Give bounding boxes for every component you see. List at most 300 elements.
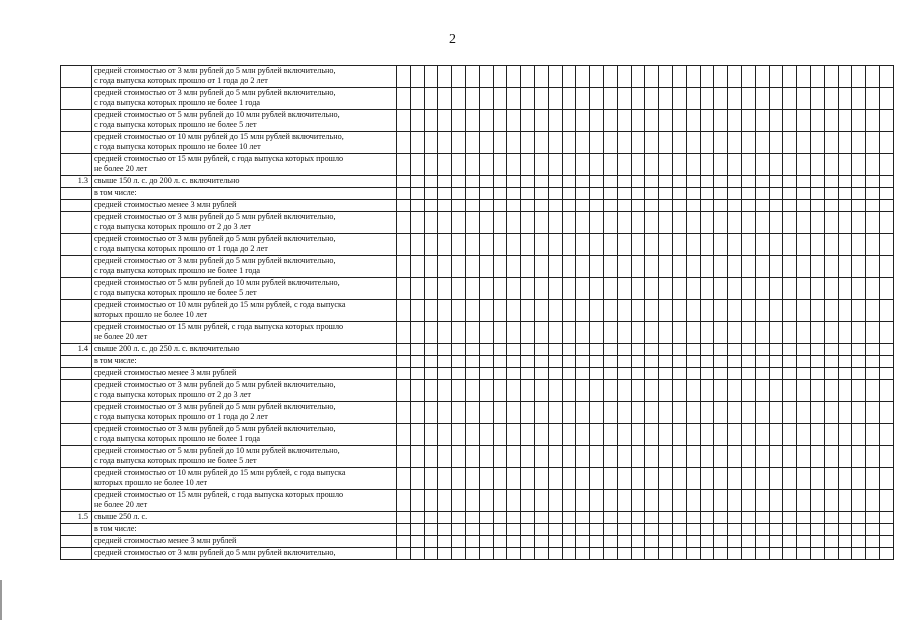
table-row <box>61 490 894 512</box>
empty-value-cell <box>493 512 507 524</box>
empty-value-cell <box>465 424 479 446</box>
empty-value-cell <box>410 468 424 490</box>
empty-value-cell <box>576 154 590 176</box>
empty-value-cell <box>590 536 604 548</box>
empty-value-cell <box>493 188 507 200</box>
empty-value-cell <box>438 380 452 402</box>
empty-value-cell <box>645 402 659 424</box>
empty-value-cell <box>424 536 438 548</box>
empty-value-cell <box>397 278 411 300</box>
empty-value-cell <box>479 234 493 256</box>
description-line: средней стоимостью от 3 млн рублей до 5 млн рублей включительно, <box>94 212 336 221</box>
empty-value-cell <box>507 424 521 446</box>
empty-value-cell <box>645 188 659 200</box>
empty-value-cell <box>852 356 866 368</box>
empty-value-cell <box>631 88 645 110</box>
empty-value-cell <box>672 154 686 176</box>
empty-value-cell <box>410 188 424 200</box>
empty-value-cell <box>824 200 838 212</box>
empty-value-cell <box>783 154 797 176</box>
empty-value-cell <box>534 110 548 132</box>
empty-value-cell <box>824 344 838 356</box>
empty-value-cell <box>397 154 411 176</box>
empty-value-cell <box>879 368 893 380</box>
empty-value-cell <box>714 402 728 424</box>
empty-value-cell <box>728 402 742 424</box>
empty-value-cell <box>797 356 811 368</box>
empty-value-cell <box>755 344 769 356</box>
empty-value-cell <box>700 300 714 322</box>
empty-value-cell <box>714 380 728 402</box>
empty-value-cell <box>769 380 783 402</box>
empty-value-cell <box>755 402 769 424</box>
empty-value-cell <box>824 368 838 380</box>
empty-value-cell <box>783 234 797 256</box>
empty-value-cell <box>659 468 673 490</box>
empty-value-cell <box>755 154 769 176</box>
empty-value-cell <box>590 548 604 560</box>
empty-value-cell <box>755 256 769 278</box>
empty-value-cell <box>521 278 535 300</box>
empty-value-cell <box>631 66 645 88</box>
empty-value-cell <box>410 132 424 154</box>
empty-value-cell <box>548 368 562 380</box>
table-row <box>61 344 894 356</box>
empty-value-cell <box>852 212 866 234</box>
empty-value-cell <box>686 132 700 154</box>
empty-value-cell <box>741 402 755 424</box>
description-line: средней стоимостью менее 3 млн рублей <box>94 368 237 377</box>
empty-value-cell <box>548 234 562 256</box>
empty-value-cell <box>866 176 880 188</box>
empty-value-cell <box>479 402 493 424</box>
empty-value-cell <box>852 548 866 560</box>
empty-value-cell <box>824 536 838 548</box>
empty-value-cell <box>562 110 576 132</box>
empty-value-cell <box>769 524 783 536</box>
empty-value-cell <box>438 368 452 380</box>
empty-value-cell <box>590 66 604 88</box>
empty-value-cell <box>714 344 728 356</box>
empty-value-cell <box>438 424 452 446</box>
description-line: средней стоимостью от 10 млн рублей до 15 млн рублей, с года выпуска <box>94 468 346 477</box>
empty-value-cell <box>507 256 521 278</box>
empty-value-cell <box>645 110 659 132</box>
empty-value-cell <box>465 446 479 468</box>
empty-value-cell <box>521 322 535 344</box>
empty-value-cell <box>700 402 714 424</box>
row-number-cell <box>61 234 92 256</box>
empty-value-cell <box>562 278 576 300</box>
empty-value-cell <box>397 490 411 512</box>
empty-value-cell <box>741 176 755 188</box>
table-row <box>61 176 894 188</box>
empty-value-cell <box>783 402 797 424</box>
empty-value-cell <box>507 88 521 110</box>
empty-value-cell <box>645 132 659 154</box>
empty-value-cell <box>838 344 852 356</box>
empty-value-cell <box>741 188 755 200</box>
description-line: средней стоимостью от 3 млн рублей до 5 млн рублей включительно, <box>94 234 336 243</box>
table-row <box>61 446 894 468</box>
empty-value-cell <box>562 402 576 424</box>
empty-value-cell <box>686 380 700 402</box>
empty-value-cell <box>810 424 824 446</box>
empty-value-cell <box>686 154 700 176</box>
empty-value-cell <box>672 200 686 212</box>
empty-value-cell <box>424 344 438 356</box>
description-line: не более 20 лет <box>94 331 148 341</box>
empty-value-cell <box>452 322 466 344</box>
empty-value-cell <box>686 548 700 560</box>
empty-value-cell <box>741 132 755 154</box>
empty-value-cell <box>493 446 507 468</box>
empty-value-cell <box>507 512 521 524</box>
empty-value-cell <box>424 300 438 322</box>
empty-value-cell <box>769 402 783 424</box>
empty-value-cell <box>783 468 797 490</box>
empty-value-cell <box>479 512 493 524</box>
empty-value-cell <box>769 132 783 154</box>
empty-value-cell <box>797 256 811 278</box>
empty-value-cell <box>576 536 590 548</box>
empty-value-cell <box>879 188 893 200</box>
empty-value-cell <box>686 278 700 300</box>
empty-value-cell <box>631 380 645 402</box>
empty-value-cell <box>576 132 590 154</box>
empty-value-cell <box>810 110 824 132</box>
empty-value-cell <box>521 524 535 536</box>
empty-value-cell <box>493 278 507 300</box>
row-number-cell <box>61 424 92 446</box>
empty-value-cell <box>741 200 755 212</box>
empty-value-cell <box>603 424 617 446</box>
row-number-cell <box>61 380 92 402</box>
empty-value-cell <box>659 200 673 212</box>
empty-value-cell <box>397 256 411 278</box>
row-number-cell <box>61 88 92 110</box>
empty-value-cell <box>852 88 866 110</box>
empty-value-cell <box>728 512 742 524</box>
empty-value-cell <box>631 212 645 234</box>
empty-value-cell <box>507 468 521 490</box>
empty-value-cell <box>438 256 452 278</box>
empty-value-cell <box>659 110 673 132</box>
empty-value-cell <box>576 176 590 188</box>
empty-value-cell <box>672 368 686 380</box>
empty-value-cell <box>424 176 438 188</box>
empty-value-cell <box>548 110 562 132</box>
empty-value-cell <box>686 368 700 380</box>
empty-value-cell <box>755 490 769 512</box>
empty-value-cell <box>479 132 493 154</box>
empty-value-cell <box>631 132 645 154</box>
empty-value-cell <box>465 368 479 380</box>
empty-value-cell <box>534 548 548 560</box>
empty-value-cell <box>728 368 742 380</box>
description-line: средней стоимостью от 3 млн рублей до 5 млн рублей включительно, <box>94 66 336 75</box>
empty-value-cell <box>741 446 755 468</box>
empty-value-cell <box>534 468 548 490</box>
empty-value-cell <box>548 424 562 446</box>
empty-value-cell <box>507 344 521 356</box>
empty-value-cell <box>686 536 700 548</box>
empty-value-cell <box>797 176 811 188</box>
empty-value-cell <box>617 322 631 344</box>
empty-value-cell <box>521 356 535 368</box>
empty-value-cell <box>797 200 811 212</box>
empty-value-cell <box>576 344 590 356</box>
empty-value-cell <box>590 322 604 344</box>
empty-value-cell <box>465 88 479 110</box>
row-number-cell <box>61 368 92 380</box>
empty-value-cell <box>700 446 714 468</box>
description-line: средней стоимостью от 3 млн рублей до 5 млн рублей включительно, <box>94 256 336 265</box>
empty-value-cell <box>741 154 755 176</box>
table-row <box>61 380 894 402</box>
empty-value-cell <box>521 234 535 256</box>
empty-value-cell <box>714 356 728 368</box>
tax-rate-table <box>60 65 894 560</box>
empty-value-cell <box>410 402 424 424</box>
empty-value-cell <box>576 368 590 380</box>
empty-value-cell <box>810 300 824 322</box>
empty-value-cell <box>410 446 424 468</box>
empty-value-cell <box>521 154 535 176</box>
empty-value-cell <box>576 256 590 278</box>
empty-value-cell <box>397 200 411 212</box>
empty-value-cell <box>479 212 493 234</box>
empty-value-cell <box>410 256 424 278</box>
empty-value-cell <box>576 524 590 536</box>
empty-value-cell <box>672 176 686 188</box>
empty-value-cell <box>714 424 728 446</box>
empty-value-cell <box>700 524 714 536</box>
empty-value-cell <box>755 468 769 490</box>
empty-value-cell <box>397 176 411 188</box>
empty-value-cell <box>562 424 576 446</box>
empty-value-cell <box>438 176 452 188</box>
description-line: средней стоимостью от 5 млн рублей до 10 млн рублей включительно, <box>94 110 340 119</box>
empty-value-cell <box>728 356 742 368</box>
empty-value-cell <box>824 446 838 468</box>
empty-value-cell <box>452 512 466 524</box>
empty-value-cell <box>824 424 838 446</box>
empty-value-cell <box>548 200 562 212</box>
row-number-cell <box>61 356 92 368</box>
empty-value-cell <box>728 524 742 536</box>
empty-value-cell <box>424 424 438 446</box>
empty-value-cell <box>797 322 811 344</box>
empty-value-cell <box>866 200 880 212</box>
empty-value-cell <box>452 380 466 402</box>
empty-value-cell <box>479 524 493 536</box>
empty-value-cell <box>659 524 673 536</box>
empty-value-cell <box>631 524 645 536</box>
empty-value-cell <box>686 512 700 524</box>
empty-value-cell <box>397 88 411 110</box>
empty-value-cell <box>562 512 576 524</box>
empty-value-cell <box>493 110 507 132</box>
empty-value-cell <box>728 278 742 300</box>
empty-value-cell <box>521 380 535 402</box>
table-row <box>61 110 894 132</box>
empty-value-cell <box>548 278 562 300</box>
empty-value-cell <box>810 256 824 278</box>
empty-value-cell <box>672 110 686 132</box>
empty-value-cell <box>824 380 838 402</box>
empty-value-cell <box>465 548 479 560</box>
empty-value-cell <box>410 176 424 188</box>
empty-value-cell <box>700 132 714 154</box>
empty-value-cell <box>741 322 755 344</box>
empty-value-cell <box>479 468 493 490</box>
empty-value-cell <box>576 110 590 132</box>
empty-value-cell <box>631 356 645 368</box>
empty-value-cell <box>879 154 893 176</box>
empty-value-cell <box>728 490 742 512</box>
empty-value-cell <box>686 188 700 200</box>
empty-value-cell <box>479 176 493 188</box>
empty-value-cell <box>603 88 617 110</box>
empty-value-cell <box>590 132 604 154</box>
empty-value-cell <box>534 88 548 110</box>
empty-value-cell <box>783 188 797 200</box>
empty-value-cell <box>672 424 686 446</box>
empty-value-cell <box>493 88 507 110</box>
empty-value-cell <box>410 110 424 132</box>
empty-value-cell <box>728 548 742 560</box>
empty-value-cell <box>617 188 631 200</box>
empty-value-cell <box>852 176 866 188</box>
empty-value-cell <box>838 368 852 380</box>
empty-value-cell <box>755 110 769 132</box>
empty-value-cell <box>714 468 728 490</box>
empty-value-cell <box>866 446 880 468</box>
empty-value-cell <box>410 380 424 402</box>
empty-value-cell <box>810 356 824 368</box>
empty-value-cell <box>479 200 493 212</box>
empty-value-cell <box>507 368 521 380</box>
empty-value-cell <box>452 524 466 536</box>
empty-value-cell <box>741 234 755 256</box>
empty-value-cell <box>783 512 797 524</box>
empty-value-cell <box>617 402 631 424</box>
empty-value-cell <box>507 110 521 132</box>
empty-value-cell <box>521 490 535 512</box>
empty-value-cell <box>562 176 576 188</box>
empty-value-cell <box>548 300 562 322</box>
empty-value-cell <box>590 256 604 278</box>
empty-value-cell <box>617 356 631 368</box>
empty-value-cell <box>714 368 728 380</box>
empty-value-cell <box>645 536 659 548</box>
empty-value-cell <box>507 176 521 188</box>
empty-value-cell <box>852 154 866 176</box>
empty-value-cell <box>797 424 811 446</box>
empty-value-cell <box>590 300 604 322</box>
empty-value-cell <box>548 322 562 344</box>
empty-value-cell <box>603 380 617 402</box>
empty-value-cell <box>452 536 466 548</box>
empty-value-cell <box>493 66 507 88</box>
empty-value-cell <box>797 446 811 468</box>
empty-value-cell <box>672 356 686 368</box>
empty-value-cell <box>452 278 466 300</box>
empty-value-cell <box>534 154 548 176</box>
row-description-cell <box>92 524 397 536</box>
empty-value-cell <box>562 132 576 154</box>
empty-value-cell <box>562 234 576 256</box>
empty-value-cell <box>548 468 562 490</box>
empty-value-cell <box>852 66 866 88</box>
empty-value-cell <box>714 322 728 344</box>
empty-value-cell <box>700 66 714 88</box>
empty-value-cell <box>631 188 645 200</box>
empty-value-cell <box>810 380 824 402</box>
empty-value-cell <box>700 200 714 212</box>
empty-value-cell <box>879 234 893 256</box>
empty-value-cell <box>452 200 466 212</box>
table-row <box>61 322 894 344</box>
empty-value-cell <box>783 356 797 368</box>
empty-value-cell <box>397 512 411 524</box>
empty-value-cell <box>866 212 880 234</box>
description-line: в том числе: <box>94 356 137 365</box>
empty-value-cell <box>700 212 714 234</box>
empty-value-cell <box>714 176 728 188</box>
empty-value-cell <box>866 88 880 110</box>
empty-value-cell <box>714 154 728 176</box>
empty-value-cell <box>603 536 617 548</box>
table-row <box>61 234 894 256</box>
description-line: средней стоимостью от 5 млн рублей до 10 млн рублей включительно, <box>94 278 340 287</box>
empty-value-cell <box>479 300 493 322</box>
row-number-cell <box>61 66 92 88</box>
empty-value-cell <box>576 234 590 256</box>
empty-value-cell <box>562 200 576 212</box>
empty-value-cell <box>852 380 866 402</box>
empty-value-cell <box>783 66 797 88</box>
empty-value-cell <box>824 234 838 256</box>
empty-value-cell <box>700 536 714 548</box>
empty-value-cell <box>576 66 590 88</box>
empty-value-cell <box>424 188 438 200</box>
empty-value-cell <box>617 344 631 356</box>
empty-value-cell <box>548 88 562 110</box>
table-row <box>61 424 894 446</box>
empty-value-cell <box>797 490 811 512</box>
empty-value-cell <box>493 132 507 154</box>
empty-value-cell <box>783 548 797 560</box>
row-description-cell <box>92 548 397 560</box>
empty-value-cell <box>659 446 673 468</box>
empty-value-cell <box>741 524 755 536</box>
empty-value-cell <box>838 154 852 176</box>
row-description-cell <box>92 200 397 212</box>
empty-value-cell <box>714 110 728 132</box>
empty-value-cell <box>879 468 893 490</box>
empty-value-cell <box>507 300 521 322</box>
empty-value-cell <box>562 154 576 176</box>
empty-value-cell <box>521 212 535 234</box>
empty-value-cell <box>879 200 893 212</box>
empty-value-cell <box>521 446 535 468</box>
empty-value-cell <box>397 368 411 380</box>
empty-value-cell <box>672 234 686 256</box>
empty-value-cell <box>397 188 411 200</box>
table-row <box>61 368 894 380</box>
